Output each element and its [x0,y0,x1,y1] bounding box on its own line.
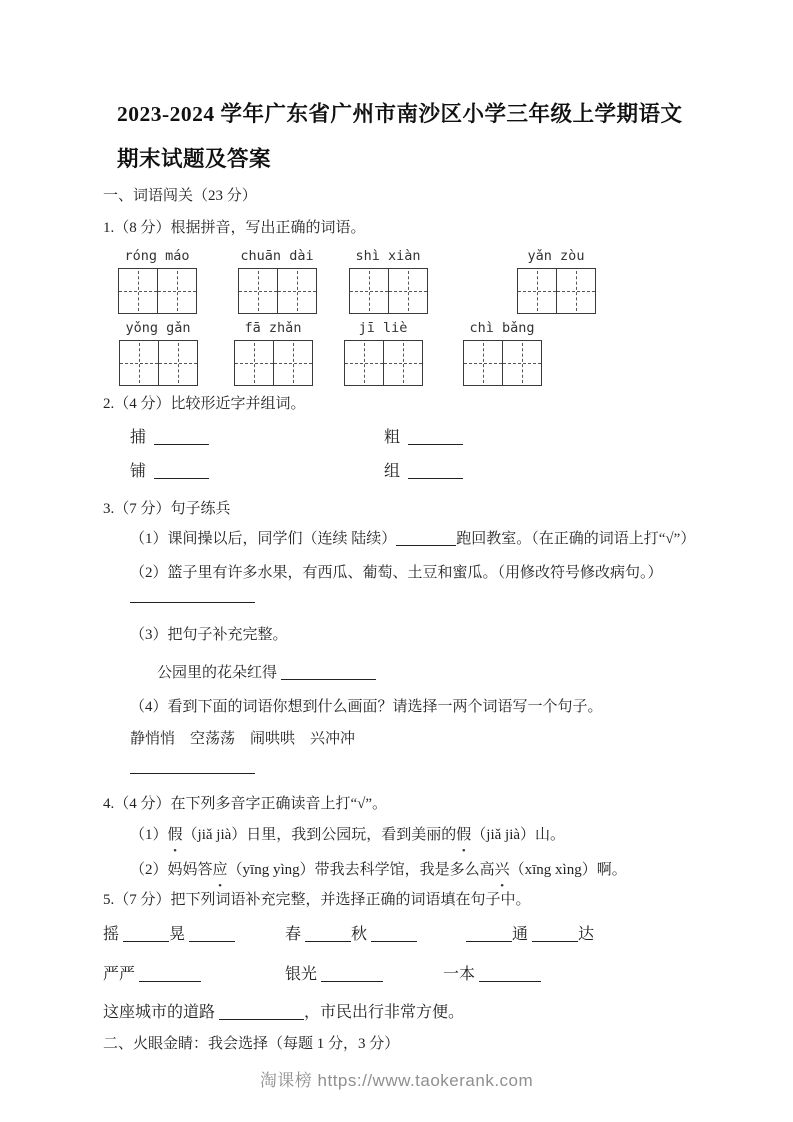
writing-cell [345,341,383,385]
sentence-text: 这座城市的道路 [103,1004,216,1021]
writing-grid [238,268,317,314]
character: 春 [285,926,302,943]
question-5-sentence [103,1002,703,1024]
emphasized-character: 假 [167,827,183,843]
question-3-item-1 [130,529,703,549]
item-text: （1）课间操以后，同学们（连续 陆续） [130,531,397,547]
compare-words-row-2 [130,460,703,484]
writing-cell [157,269,196,313]
emphasized-character: 假 [456,827,472,843]
writing-grid [517,268,596,314]
answer-blank [321,966,383,982]
item-text: （yīng yìng）带我去科学馆，我是多么高 [227,862,495,878]
writing-cell [239,269,277,313]
pinyin-label: yǎn zòu [527,248,585,264]
answer-blank [219,1004,304,1020]
section-1-heading: 一、词语闯关（23 分） [103,188,257,204]
sentence-text: 公园里的花朵红得 [157,665,278,681]
writing-cell [350,269,388,313]
answer-blank [466,926,512,942]
pinyin-grid-row-2 [103,320,703,388]
pinyin-word-group [118,320,198,386]
question-2-label: 2.（4 分）比较形近字并组词。 [103,396,306,412]
emphasized-character: 应 [212,862,228,878]
sentence-text: ，市民出行非常方便。 [304,1004,465,1021]
pinyin-word-group [237,248,317,314]
character: 铺 [130,463,147,480]
writing-grid [234,340,313,386]
answer-blank [408,463,463,479]
pinyin-word-group [348,248,428,314]
character: 达 [578,926,595,943]
question-4-label: 4.（4 分）在下列多音字正确读音上打“√”。 [103,796,388,812]
answer-blank [154,463,209,479]
question-4-item-1 [130,825,703,845]
compare-pair [130,426,384,450]
writing-cell [556,269,595,313]
compare-words-row-1 [130,426,703,450]
question-5-label: 5.（7 分）把下列词语补充完整，并选择正确的词语填在句子中。 [103,892,531,908]
answer-blank [281,664,376,680]
question-3-item-4: （4）看到下面的词语你想到什么画面？请选择一两个词语写一个句子。 [130,699,603,715]
writing-cell [518,269,556,313]
pinyin-label: chuān dài [240,248,314,264]
character: 通 [512,926,529,943]
watermark-footer: 淘课榜 https://www.taokerank.com [259,1071,534,1090]
question-1-label: 1.（8 分）根据拼音，写出正确的词语。 [103,220,366,236]
writing-cell [388,269,427,313]
page-title [117,92,703,182]
answer-blank [189,926,235,942]
pinyin-grid-row-1 [103,248,703,316]
character: 摇 [103,926,120,943]
question-3-word-bank: 静悄悄 空荡荡 闹哄哄 兴冲冲 [130,731,356,747]
writing-grid [463,340,542,386]
writing-cell [383,341,422,385]
writing-grid [349,268,428,314]
fill-group [103,924,285,946]
answer-blank [154,429,209,445]
word: 严严 [103,966,136,983]
writing-cell [464,341,502,385]
pinyin-word-group [516,248,596,314]
fill-group [466,924,594,946]
item-text: （jiǎ jià）山。 [471,827,566,843]
writing-cell [119,269,157,313]
question-5-fill-row-1 [103,924,703,946]
character: 晃 [169,926,186,943]
question-5-fill-row-2 [103,964,703,986]
pinyin-label: róng máo [124,248,190,264]
item-text: （2）妈妈答 [130,862,213,878]
answer-blank [305,926,351,942]
writing-grid [118,268,197,314]
character: 粗 [384,429,401,446]
fill-group [285,924,466,946]
answer-blank [123,926,169,942]
question-3-item-3-sentence [157,663,703,683]
answer-blank [408,429,463,445]
answer-line [130,602,255,603]
answer-blank [396,530,456,546]
answer-blank [479,966,541,982]
pinyin-word-group [117,248,197,314]
pinyin-word-group [343,320,423,386]
question-3-label: 3.（7 分）句子练兵 [103,501,231,517]
writing-cell [120,341,158,385]
compare-pair [384,460,463,484]
item-text: （jiǎ jià）日里，我到公园玩，看到美丽的 [182,827,457,843]
answer-blank [371,926,417,942]
pinyin-label: jī liè [358,320,408,336]
fill-group [443,964,541,986]
pinyin-label: fā zhǎn [244,320,302,336]
compare-pair [384,426,463,450]
writing-cell [277,269,316,313]
pinyin-label: shì xiàn [355,248,421,264]
writing-cell [235,341,273,385]
title-line-1: 2023-2024 学年广东省广州市南沙区小学三年级上学期语文 [117,102,683,126]
answer-line [130,773,255,774]
title-line-2: 期末试题及答案 [117,147,272,171]
pinyin-word-group [462,320,542,386]
character: 秋 [351,926,368,943]
character: 捕 [130,429,147,446]
word: 一本 [443,966,476,983]
section-2-heading: 二、火眼金睛：我会选择（每题 1 分，3 分） [103,1036,400,1052]
pinyin-word-group [233,320,313,386]
answer-blank [532,926,578,942]
writing-grid [119,340,198,386]
writing-cell [158,341,197,385]
character: 组 [384,463,401,480]
emphasized-character: 兴 [494,862,510,878]
writing-cell [273,341,312,385]
item-text: （1） [130,827,168,843]
question-4-item-2 [130,860,703,880]
pinyin-label: yǒng gǎn [125,320,191,336]
answer-blank [139,966,201,982]
question-3-item-2: （2）篮子里有许多水果，有西瓜、葡萄、土豆和蜜瓜。（用修改符号修改病句。） [130,565,663,581]
item-text: （xīng xìng）啊。 [509,862,627,878]
question-3-item-3: （3）把句子补充完整。 [130,627,288,643]
pinyin-label: chì bǎng [469,320,535,336]
fill-group [285,964,443,986]
writing-cell [502,341,541,385]
writing-grid [344,340,423,386]
fill-group [103,964,285,986]
item-text: 跑回教室。（在正确的词语上打“√”） [456,531,696,547]
word: 银光 [285,966,318,983]
compare-pair [130,460,384,484]
